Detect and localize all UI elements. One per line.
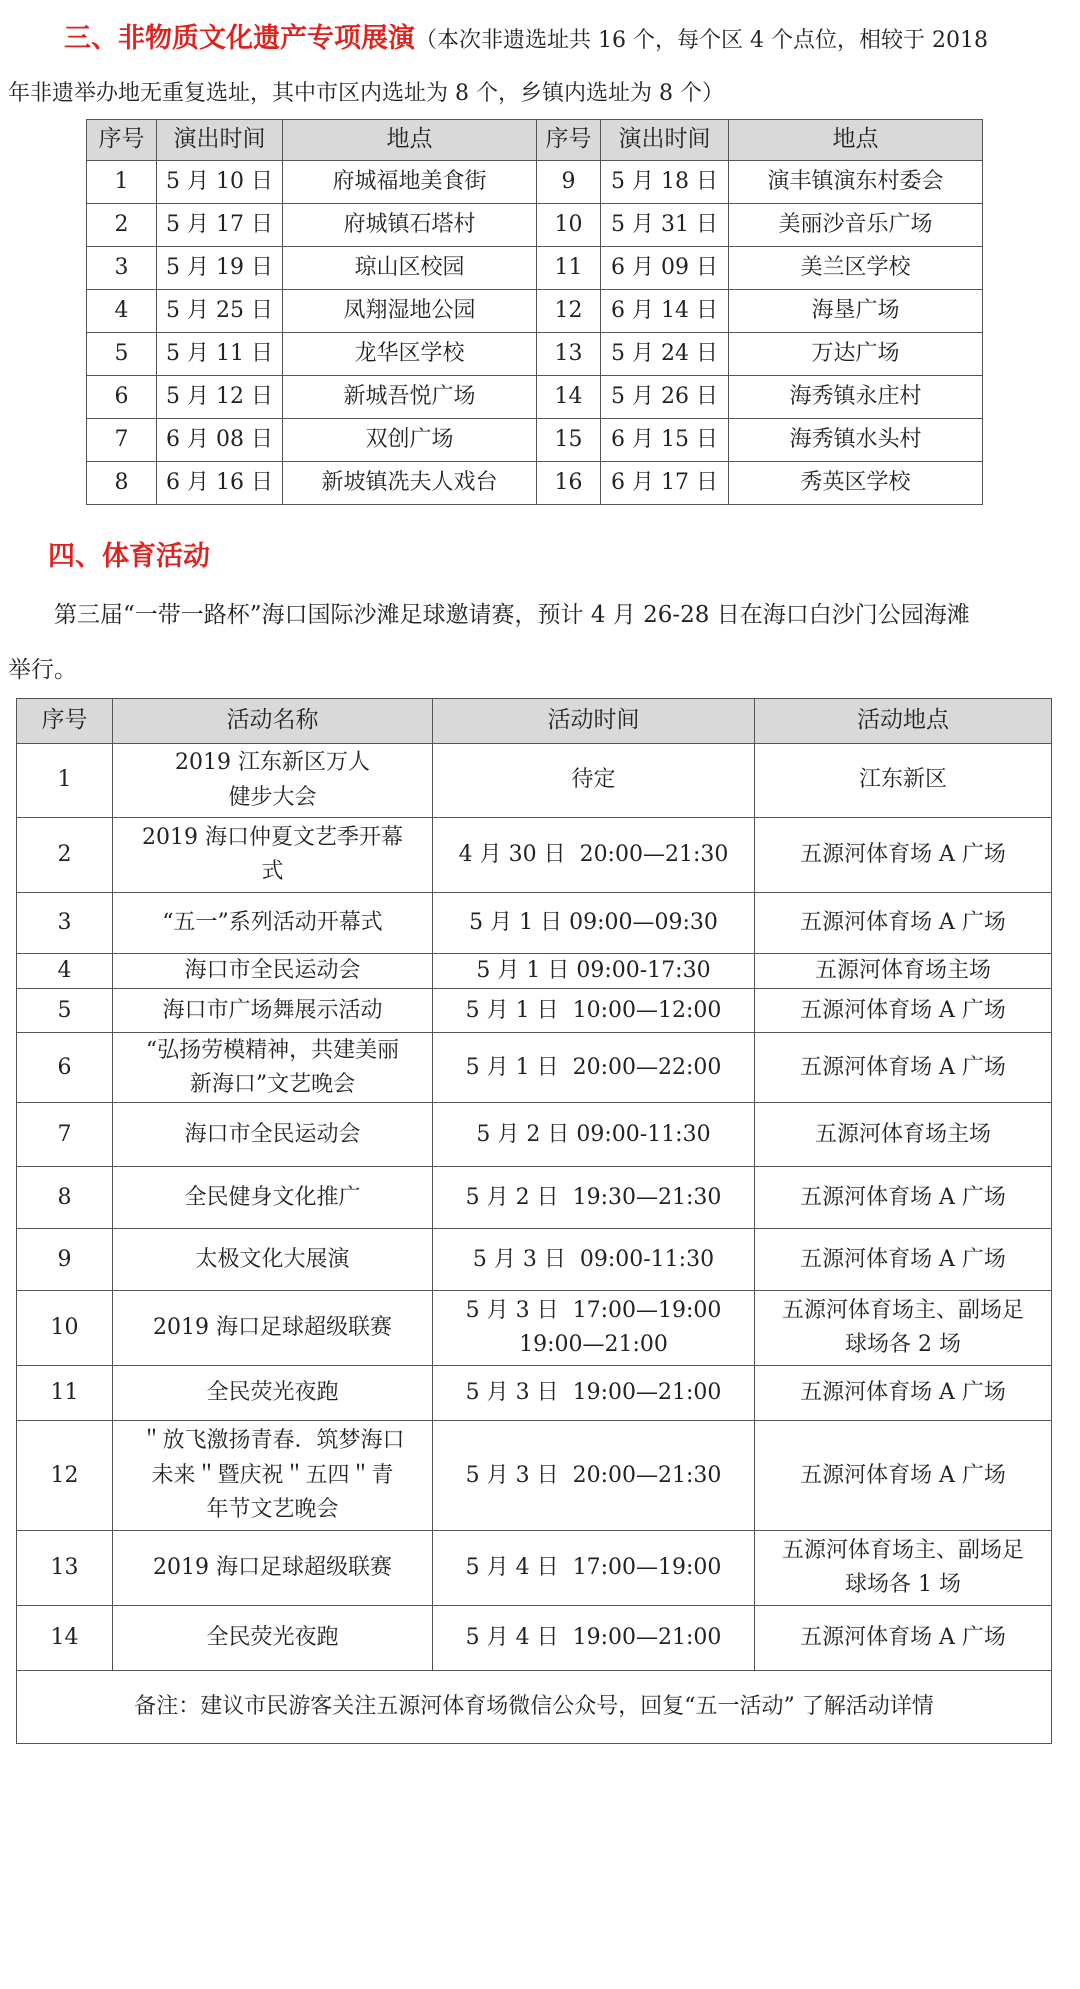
row-place-2: 秀英区学校 <box>729 462 983 505</box>
row-activity-name <box>113 1606 433 1671</box>
row-activity-place <box>755 1421 1052 1531</box>
row-activity-name <box>113 818 433 893</box>
row-activity-name <box>113 954 433 989</box>
table-row <box>17 893 1052 954</box>
row-activity-place-line: 五源河体育场 A 广场 <box>800 1054 1006 1080</box>
row-activity-name-line: 2019 海口足球超级联赛 <box>153 1315 392 1341</box>
row-activity-time <box>433 1167 755 1229</box>
heritage-table-body <box>87 161 983 505</box>
row-place-2: 美兰区学校 <box>729 247 983 290</box>
section3-note-line1: （本次非遗选址共 16 个，每个区 4 个点位，相较于 2018 <box>415 28 988 53</box>
row-activity-time-line: 5 月 3 日 19:00—21:00 <box>465 1380 722 1406</box>
row-activity-name-line: 2019 海口足球超级联赛 <box>153 1555 392 1581</box>
row-activity-name <box>113 744 433 818</box>
row-activity-place <box>755 1229 1052 1291</box>
row-activity-place-line: 五源河体育场 A 广场 <box>800 1380 1006 1406</box>
row-no: 13 <box>17 1531 113 1606</box>
row-no: 1 <box>17 744 113 818</box>
row-no-2: 15 <box>537 419 601 462</box>
row-no-2: 16 <box>537 462 601 505</box>
section3-note-line2-wrap <box>0 76 1080 107</box>
row-activity-name-line: ＂放飞激扬青春．筑梦海口 <box>140 1428 405 1454</box>
table-row <box>17 1033 1052 1103</box>
table-footnote: 备注：建议市民游客关注五源河体育场微信公众号，回复“五一活动” 了解活动详情 <box>17 1671 1052 1744</box>
table-header-row <box>17 699 1052 744</box>
row-place-2: 美丽沙音乐广场 <box>729 204 983 247</box>
row-time-2: 5 月 24 日 <box>601 333 729 376</box>
row-time-2: 6 月 09 日 <box>601 247 729 290</box>
row-no: 9 <box>17 1229 113 1291</box>
col-header-place-2: 地点 <box>729 120 983 161</box>
row-activity-name-line: 年节文艺晚会 <box>206 1496 339 1522</box>
row-activity-place <box>755 989 1052 1033</box>
row-no-2: 14 <box>537 376 601 419</box>
row-activity-place-line: 五源河体育场主场 <box>814 958 991 983</box>
row-activity-name-line: 太极文化大展演 <box>195 1246 350 1272</box>
row-place: 新坡镇冼夫人戏台 <box>283 462 537 505</box>
heritage-schedule-table <box>86 119 983 505</box>
row-place-2: 演丰镇演东村委会 <box>729 161 983 204</box>
table-row <box>87 462 983 505</box>
table-row <box>17 1421 1052 1531</box>
row-activity-time <box>433 744 755 818</box>
row-place: 府城镇石塔村 <box>283 204 537 247</box>
row-place-2: 海秀镇水头村 <box>729 419 983 462</box>
row-activity-name-line: “弘扬劳模精神，共建美丽 <box>145 1037 400 1063</box>
row-activity-time <box>433 818 755 893</box>
row-no: 7 <box>87 419 157 462</box>
row-time: 5 月 17 日 <box>157 204 283 247</box>
row-place-2: 海秀镇永庄村 <box>729 376 983 419</box>
row-activity-time-line: 5 月 1 日 10:00—12:00 <box>465 997 722 1023</box>
row-activity-time-line: 5 月 4 日 19:00—21:00 <box>465 1625 722 1651</box>
row-activity-place <box>755 818 1052 893</box>
row-activity-time-line: 5 月 3 日 20:00—21:30 <box>465 1462 722 1488</box>
row-no: 2 <box>17 818 113 893</box>
row-activity-place-line: 五源河体育场 A 广场 <box>800 1625 1006 1651</box>
row-activity-place <box>755 1167 1052 1229</box>
row-activity-name <box>113 1291 433 1366</box>
col-header-activity-place: 活动地点 <box>755 699 1052 744</box>
row-activity-place-line: 五源河体育场 A 广场 <box>800 909 1006 935</box>
row-no: 10 <box>17 1291 113 1366</box>
table-row <box>17 1103 1052 1167</box>
row-activity-time <box>433 1606 755 1671</box>
row-activity-place-line: 球场各 1 场 <box>845 1572 961 1598</box>
row-activity-time <box>433 1291 755 1366</box>
row-time: 5 月 11 日 <box>157 333 283 376</box>
section4-para-line2: 举行。 <box>8 657 77 683</box>
row-no-2: 13 <box>537 333 601 376</box>
row-activity-place <box>755 744 1052 818</box>
row-activity-place-line: 五源河体育场 A 广场 <box>800 1462 1006 1488</box>
row-activity-time <box>433 893 755 954</box>
row-activity-name-line: 全民荧光夜跑 <box>206 1625 339 1651</box>
row-no: 6 <box>87 376 157 419</box>
row-activity-place <box>755 1531 1052 1606</box>
row-time: 5 月 19 日 <box>157 247 283 290</box>
row-place: 凤翔湿地公园 <box>283 290 537 333</box>
row-activity-time <box>433 1103 755 1167</box>
row-no: 1 <box>87 161 157 204</box>
table-row <box>87 419 983 462</box>
row-no: 14 <box>17 1606 113 1671</box>
section4-heading-line <box>0 534 1080 573</box>
table-row <box>87 290 983 333</box>
row-time-2: 6 月 15 日 <box>601 419 729 462</box>
row-no: 3 <box>87 247 157 290</box>
sports-activities-table <box>16 698 1052 1744</box>
row-place: 龙华区学校 <box>283 333 537 376</box>
row-time-2: 6 月 14 日 <box>601 290 729 333</box>
row-place: 新城吾悦广场 <box>283 376 537 419</box>
col-header-place: 地点 <box>283 120 537 161</box>
row-no: 4 <box>87 290 157 333</box>
row-activity-time-line: 待定 <box>571 767 616 793</box>
row-no: 7 <box>17 1103 113 1167</box>
table-row <box>17 1531 1052 1606</box>
row-activity-time <box>433 1421 755 1531</box>
col-header-no: 序号 <box>17 699 113 744</box>
row-activity-time <box>433 1366 755 1421</box>
row-activity-name <box>113 1229 433 1291</box>
row-no: 6 <box>17 1033 113 1103</box>
row-time: 5 月 25 日 <box>157 290 283 333</box>
row-no-2: 10 <box>537 204 601 247</box>
col-header-no-2: 序号 <box>537 120 601 161</box>
row-activity-place <box>755 954 1052 989</box>
row-activity-time <box>433 1229 755 1291</box>
row-activity-time-line: 5 月 2 日 19:30—21:30 <box>465 1184 722 1210</box>
row-time-2: 5 月 26 日 <box>601 376 729 419</box>
row-activity-time <box>433 989 755 1033</box>
row-activity-place <box>755 1606 1052 1671</box>
row-time: 6 月 08 日 <box>157 419 283 462</box>
table-row <box>17 744 1052 818</box>
row-no: 4 <box>17 954 113 989</box>
row-no: 8 <box>17 1167 113 1229</box>
section4-paragraph-line2 <box>0 651 1080 684</box>
row-place: 琼山区校园 <box>283 247 537 290</box>
row-activity-time-line: 5 月 1 日 09:00—09:30 <box>469 909 718 935</box>
row-activity-time-line: 5 月 3 日 17:00—19:00 <box>465 1298 722 1323</box>
row-activity-place-line: 五源河体育场主、副场足 <box>781 1538 1024 1563</box>
col-header-time-2: 演出时间 <box>601 120 729 161</box>
table-row <box>87 161 983 204</box>
row-no: 5 <box>17 989 113 1033</box>
row-activity-time <box>433 1531 755 1606</box>
table-row <box>17 989 1052 1033</box>
row-no-2: 11 <box>537 247 601 290</box>
table-row <box>87 376 983 419</box>
row-activity-name <box>113 1167 433 1229</box>
row-activity-name-line: 全民健身文化推广 <box>184 1184 361 1210</box>
row-time-2: 6 月 17 日 <box>601 462 729 505</box>
row-activity-place-line: 五源河体育场 A 广场 <box>800 841 1006 867</box>
section4-para-line1: 第三届“一带一路杯”海口国际沙滩足球邀请赛，预计 4 月 26-28 日在海口白沙门公园海滩 <box>54 602 970 628</box>
row-no: 11 <box>17 1366 113 1421</box>
table-row <box>17 818 1052 893</box>
row-activity-name-line: 未来＂暨庆祝＂五四＂青 <box>151 1462 394 1488</box>
row-activity-name <box>113 1103 433 1167</box>
row-activity-name <box>113 893 433 954</box>
row-activity-time-line: 5 月 2 日 09:00-11:30 <box>476 1121 711 1147</box>
col-header-no: 序号 <box>87 120 157 161</box>
row-activity-place-line: 五源河体育场主场 <box>814 1121 991 1147</box>
row-activity-time <box>433 954 755 989</box>
row-activity-name-line: 海口市全民运动会 <box>184 1121 361 1147</box>
row-place-2: 万达广场 <box>729 333 983 376</box>
row-no-2: 12 <box>537 290 601 333</box>
row-no: 5 <box>87 333 157 376</box>
row-time: 5 月 12 日 <box>157 376 283 419</box>
row-activity-time-line: 4 月 30 日 20:00—21:30 <box>458 841 729 867</box>
row-place-2: 海垦广场 <box>729 290 983 333</box>
row-activity-place-line: 五源河体育场 A 广场 <box>800 1184 1006 1210</box>
section3-note-line2: 年非遗举办地无重复选址，其中市区内选址为 8 个，乡镇内选址为 8 个） <box>8 81 724 106</box>
row-activity-place <box>755 1033 1052 1103</box>
row-activity-time-line: 19:00—21:00 <box>519 1332 668 1358</box>
row-activity-place <box>755 1103 1052 1167</box>
row-no: 2 <box>87 204 157 247</box>
row-activity-name <box>113 1421 433 1531</box>
row-place: 双创广场 <box>283 419 537 462</box>
row-activity-name-line: 全民荧光夜跑 <box>206 1380 339 1406</box>
table-row <box>87 333 983 376</box>
row-time: 5 月 10 日 <box>157 161 283 204</box>
table-footnote-row <box>17 1671 1052 1744</box>
row-activity-name <box>113 989 433 1033</box>
row-activity-place <box>755 1366 1052 1421</box>
table-row <box>17 1229 1052 1291</box>
table-row <box>17 1366 1052 1421</box>
row-activity-time-line: 5 月 1 日 09:00-17:30 <box>476 958 711 983</box>
row-activity-time-line: 5 月 1 日 20:00—22:00 <box>465 1054 722 1080</box>
row-place: 府城福地美食街 <box>283 161 537 204</box>
row-activity-place <box>755 1291 1052 1366</box>
section3-heading-line <box>0 16 1080 55</box>
row-time-2: 5 月 31 日 <box>601 204 729 247</box>
row-activity-name <box>113 1033 433 1103</box>
row-activity-name <box>113 1366 433 1421</box>
row-activity-name <box>113 1531 433 1606</box>
col-header-activity-name: 活动名称 <box>113 699 433 744</box>
row-activity-name-line: 式 <box>261 859 284 884</box>
row-activity-time-line: 5 月 4 日 17:00—19:00 <box>465 1555 722 1581</box>
row-activity-name-line: 海口市全民运动会 <box>184 958 361 983</box>
table-row <box>87 204 983 247</box>
row-activity-time <box>433 1033 755 1103</box>
row-activity-place-line: 五源河体育场主、副场足 <box>781 1298 1024 1323</box>
row-activity-name-line: 海口市广场舞展示活动 <box>162 997 383 1023</box>
row-activity-name-line: “五一”系列活动开幕式 <box>162 909 383 935</box>
section3-title: 三、非物质文化遗产专项展演 <box>64 23 415 54</box>
section4-paragraph-line1 <box>0 596 1080 629</box>
row-activity-name-line: 2019 江东新区万人 <box>175 750 370 776</box>
table-row <box>17 954 1052 989</box>
row-activity-place-line: 球场各 2 场 <box>845 1332 961 1358</box>
table-row <box>17 1167 1052 1229</box>
sports-table-body <box>17 744 1052 1671</box>
row-activity-place-line: 五源河体育场 A 广场 <box>800 1246 1006 1272</box>
row-activity-name-line: 新海口”文艺晚会 <box>189 1071 356 1097</box>
table-row <box>17 1291 1052 1366</box>
row-activity-name-line: 2019 海口仲夏文艺季开幕 <box>142 824 403 850</box>
row-time: 6 月 16 日 <box>157 462 283 505</box>
row-activity-place-line: 五源河体育场 A 广场 <box>800 997 1006 1023</box>
row-no: 8 <box>87 462 157 505</box>
row-no-2: 9 <box>537 161 601 204</box>
table-row <box>17 1606 1052 1671</box>
row-no: 12 <box>17 1421 113 1531</box>
row-activity-name-line: 健步大会 <box>228 784 317 810</box>
col-header-time: 演出时间 <box>157 120 283 161</box>
row-activity-place <box>755 893 1052 954</box>
row-activity-place-line: 江东新区 <box>858 767 947 793</box>
row-time-2: 5 月 18 日 <box>601 161 729 204</box>
table-header-row <box>87 120 983 161</box>
row-activity-time-line: 5 月 3 日 09:00-11:30 <box>472 1246 715 1272</box>
section4-title: 四、体育活动 <box>48 541 210 572</box>
table-row <box>87 247 983 290</box>
row-no: 3 <box>17 893 113 954</box>
col-header-activity-time: 活动时间 <box>433 699 755 744</box>
